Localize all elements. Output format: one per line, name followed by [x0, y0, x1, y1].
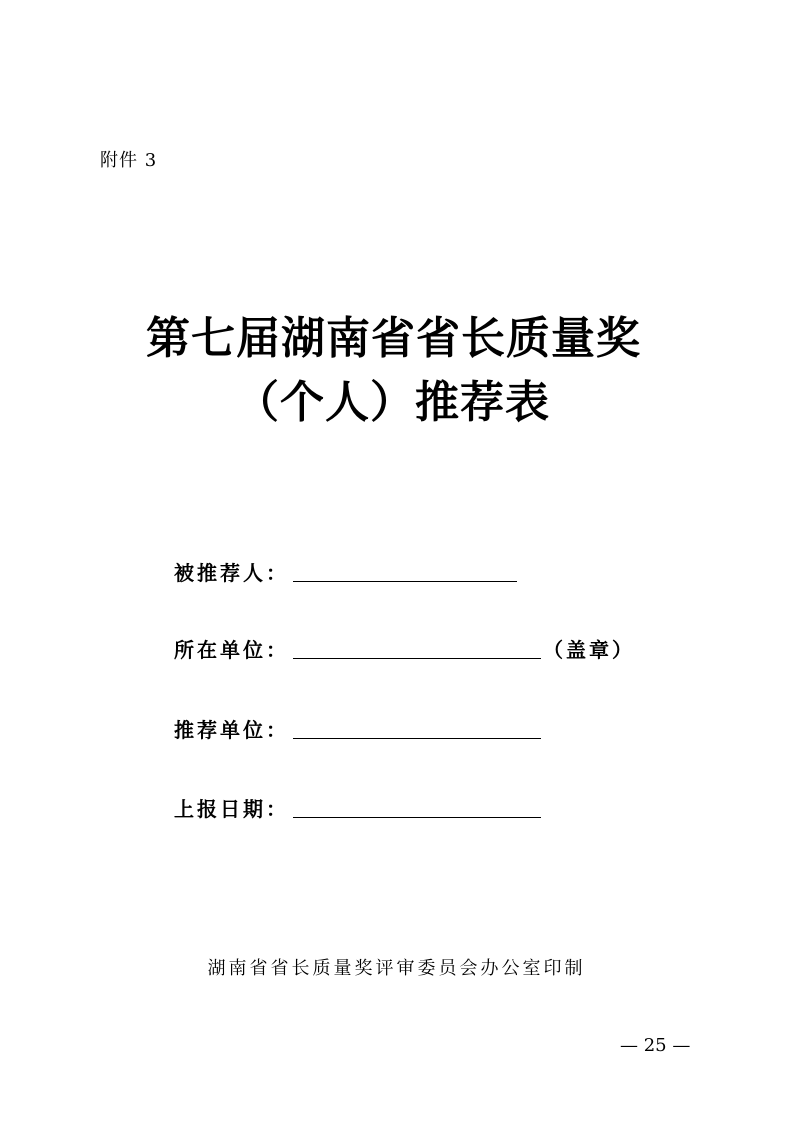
- seal-note: （盖章）: [543, 638, 635, 662]
- employer-label: 所在单位：: [174, 638, 289, 662]
- recommending-unit-field: [174, 709, 541, 743]
- page-number: — 25 —: [620, 1035, 691, 1056]
- recommending-unit-blank-line: [293, 716, 541, 739]
- submission-date-blank-line: [293, 795, 541, 818]
- employer-field: [174, 629, 635, 663]
- issuing-organization: 湖南省省长质量奖评审委员会办公室印制: [207, 958, 586, 979]
- nominee-field: [174, 552, 517, 586]
- document-title-line-2: （个人）推荐表: [235, 377, 550, 428]
- nominee-blank-line: [293, 559, 517, 582]
- submission-date-label: 上报日期：: [174, 797, 289, 821]
- submission-date-field: [174, 788, 541, 822]
- employer-blank-line: [293, 636, 541, 659]
- recommending-unit-label: 推荐单位：: [174, 718, 289, 742]
- document-title-line-1: 第七届湖南省省长质量奖: [146, 313, 641, 364]
- attachment-label: 附件 3: [100, 150, 158, 171]
- nominee-label: 被推荐人：: [174, 561, 289, 585]
